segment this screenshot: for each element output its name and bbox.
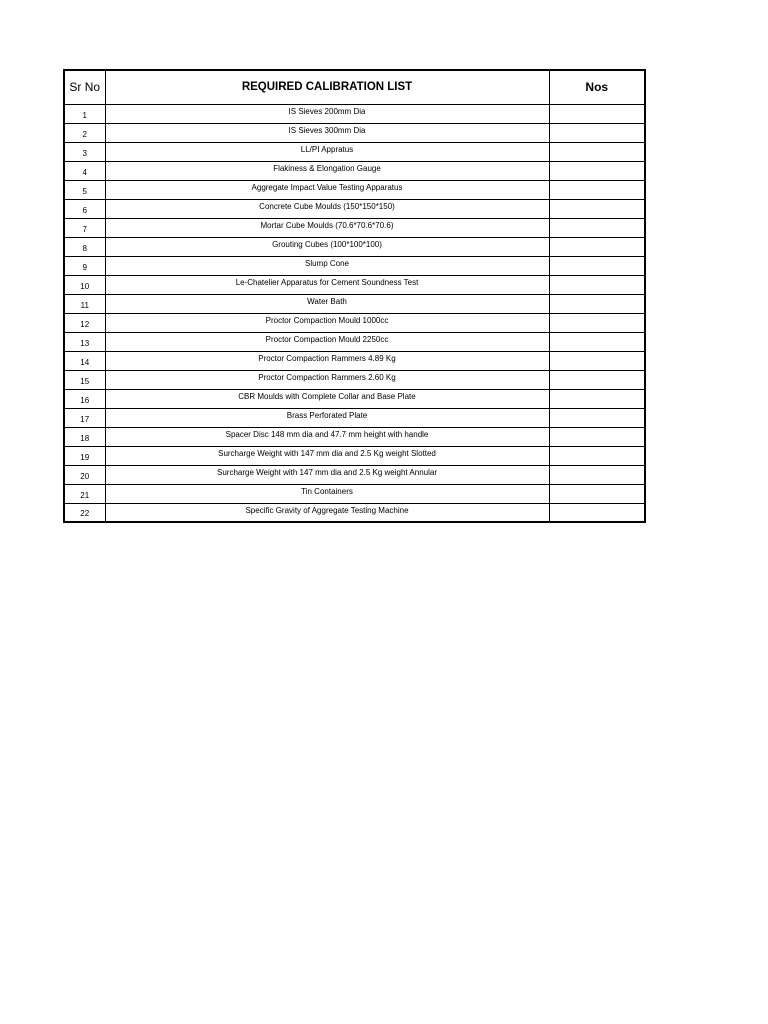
row-item-name: Proctor Compaction Mould 1000cc <box>105 313 549 332</box>
row-item-name: IS Sieves 200mm Dia <box>105 104 549 123</box>
row-sr-no: 21 <box>64 484 105 503</box>
table-row <box>64 465 645 484</box>
row-sr-no: 15 <box>64 370 105 389</box>
row-sr-no: 5 <box>64 180 105 199</box>
row-item-name: Proctor Compaction Rammers 2.60 Kg <box>105 370 549 389</box>
row-item-name: Brass Perforated Plate <box>105 408 549 427</box>
table-row <box>64 142 645 161</box>
row-nos-cell <box>549 123 645 142</box>
row-item-name: Water Bath <box>105 294 549 313</box>
row-nos-cell <box>549 446 645 465</box>
row-nos-cell <box>549 332 645 351</box>
table-row <box>64 313 645 332</box>
row-item-name: Aggregate Impact Value Testing Apparatus <box>105 180 549 199</box>
header-row <box>64 70 645 104</box>
table-row <box>64 123 645 142</box>
row-nos-cell <box>549 389 645 408</box>
table-row <box>64 161 645 180</box>
row-nos-cell <box>549 465 645 484</box>
row-item-name: Specific Gravity of Aggregate Testing Machine <box>105 503 549 522</box>
row-sr-no: 11 <box>64 294 105 313</box>
row-sr-no: 14 <box>64 351 105 370</box>
row-sr-no: 20 <box>64 465 105 484</box>
row-sr-no: 6 <box>64 199 105 218</box>
table-body <box>64 104 645 522</box>
row-item-name: Spacer Disc 148 mm dia and 47.7 mm height with handle <box>105 427 549 446</box>
row-nos-cell <box>549 142 645 161</box>
row-item-name: Mortar Cube Moulds (70.6*70.6*70.6) <box>105 218 549 237</box>
row-item-name: IS Sieves 300mm Dia <box>105 123 549 142</box>
row-nos-cell <box>549 256 645 275</box>
table-row <box>64 370 645 389</box>
row-item-name: CBR Moulds with Complete Collar and Base Plate <box>105 389 549 408</box>
row-item-name: Le-Chatelier Apparatus for Cement Soundness Test <box>105 275 549 294</box>
row-item-name: Surcharge Weight with 147 mm dia and 2.5 Kg weight Annular <box>105 465 549 484</box>
row-sr-no: 13 <box>64 332 105 351</box>
table-row <box>64 427 645 446</box>
table-row <box>64 332 645 351</box>
row-nos-cell <box>549 161 645 180</box>
table-row <box>64 351 645 370</box>
table-row <box>64 180 645 199</box>
calibration-table <box>63 69 646 523</box>
table-row <box>64 484 645 503</box>
row-item-name: Proctor Compaction Rammers 4.89 Kg <box>105 351 549 370</box>
calibration-sheet <box>63 69 644 523</box>
row-nos-cell <box>549 199 645 218</box>
header-nos: Nos <box>549 70 645 104</box>
row-sr-no: 10 <box>64 275 105 294</box>
table-row <box>64 218 645 237</box>
table-row <box>64 389 645 408</box>
table-row <box>64 256 645 275</box>
row-sr-no: 7 <box>64 218 105 237</box>
row-item-name: Grouting Cubes (100*100*100) <box>105 237 549 256</box>
row-sr-no: 16 <box>64 389 105 408</box>
table-header <box>64 70 645 104</box>
table-row <box>64 408 645 427</box>
row-nos-cell <box>549 294 645 313</box>
table-row <box>64 294 645 313</box>
row-item-name: Proctor Compaction Mould 2250cc <box>105 332 549 351</box>
table-row <box>64 237 645 256</box>
header-title: REQUIRED CALIBRATION LIST <box>105 70 549 104</box>
table-row <box>64 446 645 465</box>
row-sr-no: 17 <box>64 408 105 427</box>
table-row <box>64 104 645 123</box>
row-sr-no: 2 <box>64 123 105 142</box>
row-nos-cell <box>549 370 645 389</box>
table-row <box>64 275 645 294</box>
row-item-name: Surcharge Weight with 147 mm dia and 2.5 Kg weight Slotted <box>105 446 549 465</box>
row-item-name: Flakiness & Elongation Gauge <box>105 161 549 180</box>
row-item-name: Slump Cone <box>105 256 549 275</box>
row-sr-no: 22 <box>64 503 105 522</box>
row-item-name: LL/PI Appratus <box>105 142 549 161</box>
row-item-name: Tin Containers <box>105 484 549 503</box>
row-sr-no: 18 <box>64 427 105 446</box>
row-sr-no: 4 <box>64 161 105 180</box>
row-sr-no: 12 <box>64 313 105 332</box>
row-sr-no: 8 <box>64 237 105 256</box>
row-nos-cell <box>549 484 645 503</box>
row-nos-cell <box>549 237 645 256</box>
row-sr-no: 3 <box>64 142 105 161</box>
row-nos-cell <box>549 427 645 446</box>
row-sr-no: 19 <box>64 446 105 465</box>
row-sr-no: 1 <box>64 104 105 123</box>
row-nos-cell <box>549 408 645 427</box>
row-nos-cell <box>549 313 645 332</box>
table-row <box>64 199 645 218</box>
row-nos-cell <box>549 180 645 199</box>
row-nos-cell <box>549 218 645 237</box>
row-item-name: Concrete Cube Moulds (150*150*150) <box>105 199 549 218</box>
row-nos-cell <box>549 104 645 123</box>
header-sr-no: Sr No <box>64 70 105 104</box>
row-nos-cell <box>549 351 645 370</box>
row-sr-no: 9 <box>64 256 105 275</box>
table-row <box>64 503 645 522</box>
row-nos-cell <box>549 275 645 294</box>
row-nos-cell <box>549 503 645 522</box>
